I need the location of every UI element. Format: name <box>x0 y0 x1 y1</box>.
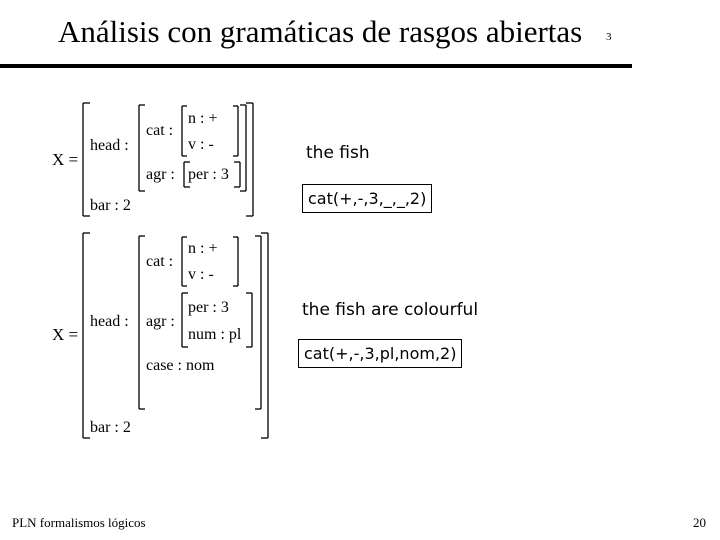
matrix1-bar-feature: bar : 2 <box>90 197 131 214</box>
feature-matrix-2 <box>52 233 268 438</box>
matrix2-bar-feature: bar : 2 <box>90 419 131 436</box>
matrix2-case-feature: case : nom <box>146 357 215 374</box>
matrix1-cat-label: cat : <box>146 122 174 139</box>
cat-term-box-2: cat(+,-,3,pl,nom,2) <box>298 339 462 368</box>
phrase-the-fish-are-colourful: the fish are colourful <box>302 300 479 320</box>
title-superscript-number: 3 <box>606 31 612 43</box>
matrix1-lhs: X = <box>52 150 79 169</box>
page-number: 20 <box>693 515 706 530</box>
slide-title: Análisis con gramáticas de rasgos abiertas <box>58 14 583 49</box>
matrix2-lhs: X = <box>52 325 79 344</box>
matrix2-agr-label: agr : <box>146 313 175 330</box>
cat-term-box-1: cat(+,-,3,_,_,2) <box>302 184 432 213</box>
matrix1-head-label: head : <box>90 137 129 154</box>
matrix2-v-feature: v : - <box>188 266 214 283</box>
matrix2-head-label: head : <box>90 313 129 330</box>
matrix2-n-feature: n : + <box>188 240 218 257</box>
matrix1-per-feature: per : 3 <box>188 166 229 183</box>
matrix2-per-feature: per : 3 <box>188 299 229 316</box>
matrix1-agr-label: agr : <box>146 166 175 183</box>
matrix2-cat-label: cat : <box>146 253 174 270</box>
feature-matrix-1 <box>52 103 253 216</box>
matrix1-n-feature: n : + <box>188 110 218 127</box>
footer-course-label: PLN formalismos lógicos <box>12 515 146 530</box>
phrase-the-fish: the fish <box>306 143 370 163</box>
matrix1-v-feature: v : - <box>188 136 214 153</box>
matrix2-num-feature: num : pl <box>188 326 242 343</box>
